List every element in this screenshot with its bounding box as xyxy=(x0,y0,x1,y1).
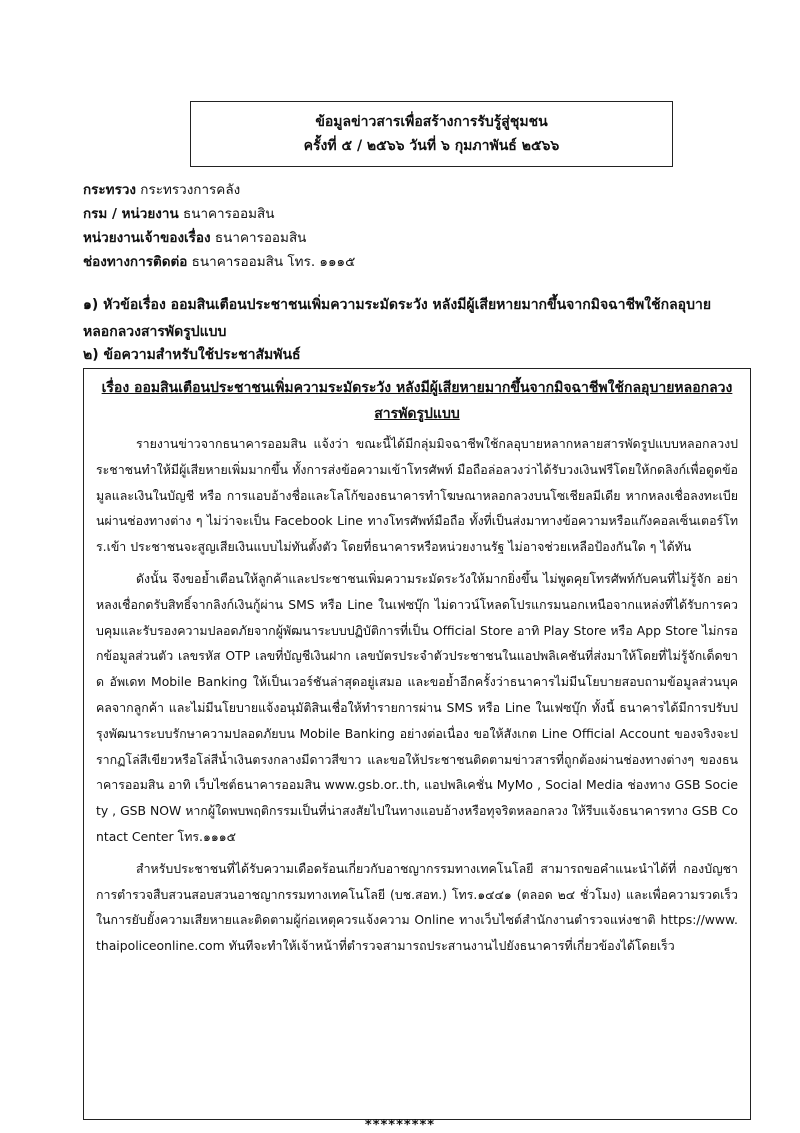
paragraph-1: รายงานข่าวจากธนาคารออมสิน แจ้งว่า ขณะนี้ได้มีกลุ่มมิจฉาชีพใช้กลอุบายหลากหลายสารพัดรูปแบบหลอกลวงประชาชนทำให้มีผู้เสียหายเพิ่มมากขึ้น ทั้งการส่งข้อความเข้าโทรศัพท์ มือถือล่อลวงว่าได้รับวงเงินฟรีโดยให้กดลิงก์เพื่อดูดข้อมูลและเงินในบัญชี หรือ การแอบอ้างชื่อและโลโก้ของธนาคารทำโฆษณาหลอกลวงบนโซเชียลมีเดีย หากหลงเชื่อลงทะเบียนผ่านช่องทางต่าง ๆ ไม่ว่าจะเป็น Facebook Line ทางโทรศัพท์มือถือ ทั้งที่เป็นส่งมาทางข้อความหรือแก๊งคอลเซ็นเตอร์โทร.เข้า ประชาชนจะสูญเสียเงินแบบไม่ทันตั้งตัว โดยที่ธนาคารหรือหน่วยงานรัฐ ไม่อาจช่วยเหลือป้องกันใด ๆ ได้ทัน xyxy=(96,436,738,555)
topic-text: ออมสินเตือนประชาชนเพิ่มความระมัดระวัง หลังมีผู้เสียหายมากขึ้นจากมิจฉาชีพใช้กลอุบายหลอกลวงสารพัดรูปแบบ xyxy=(83,297,712,340)
meta-department xyxy=(83,202,733,226)
ministry-value: กระทรวงการคลัง xyxy=(136,182,241,198)
topic-label: ๑) หัวข้อเรื่อง xyxy=(83,297,166,313)
owner-label: หน่วยงานเจ้าของเรื่อง xyxy=(83,230,211,246)
contact-value: ธนาคารออมสิน โทร. ๑๑๑๕ xyxy=(187,254,356,270)
owner-value: ธนาคารออมสิน xyxy=(210,230,307,246)
department-value: ธนาคารออมสิน xyxy=(178,206,275,222)
press-release-title: เรื่อง ออมสินเตือนประชาชนเพิ่มความระมัดระวัง หลังมีผู้เสียหายมากขึ้นจากมิจฉาชีพใช้กลอุบายหลอกลวงสารพัดรูปแบบ xyxy=(101,380,733,422)
end-mark: ********* xyxy=(364,1118,436,1133)
meta-info xyxy=(83,178,733,274)
meta-owner xyxy=(83,226,733,250)
meta-ministry xyxy=(83,178,733,202)
ministry-label: กระทรวง xyxy=(83,182,136,198)
section2-heading: ๒) ข้อความสำหรับใช้ประชาสัมพันธ์ xyxy=(83,347,301,363)
header-issue-date: ครั้งที่ ๕ / ๒๕๖๖ วันที่ ๖ กุมภาพันธ์ ๒๕๖๖ xyxy=(303,138,560,154)
contact-label: ช่องทางการติดต่อ xyxy=(83,254,188,270)
header-title: ข้อมูลข่าวสารเพื่อสร้างการรับรู้สู่ชุมชน xyxy=(315,114,548,130)
paragraph-2: ดังนั้น จึงขอย้ำเตือนให้ลูกค้าและประชาชนเพิ่มความระมัดระวังให้มากยิ่งขึ้น ไม่พูดคุยโทรศัพท์กับคนที่ไม่รู้จัก อย่าหลงเชื่อกดรับสิทธิ์จากลิงก์เงินกู้ผ่าน SMS หรือ Line ในเฟซบุ๊ก ไม่ดาวน์โหลดโปรแกรมนอกเหนือจากแหล่งที่ได้รับการควบคุมและรับรองความปลอดภัยจากผู้พัฒนาระบบปฏิบัติการที่เป็น Official Store อาทิ Play Store หรือ App Store ไม่กรอกข้อมูลส่วนตัว เลขรหัส OTP เลขที่บัญชีเงินฝาก เลขบัตรประจำตัวประชาชนในแอปพลิเคชันที่ส่งมาให้โดยที่ไม่รู้จักเด็ดขาด อัพเดท Mobile Banking ให้เป็นเวอร์ชันล่าสุดอยู่เสมอ และขอย้ำอีกครั้งว่าธนาคารไม่มีนโยบายสอบถามข้อมูลส่วนบุคคลจากลูกค้า และไม่มีนโยบายแจ้งอนุมัติสินเชื่อให้ทำรายการผ่าน SMS หรือ Line ในเฟซบุ๊ก ทั้งนี้ ธนาคารได้มีการปรับปรุงพัฒนาระบบรักษาความปลอดภัยบน Mobile Banking อย่างต่อเนื่อง ขอให้สังเกต Line Official Account ของจริงจะปรากฏโล่สีเขียวหรือโล่สีน้ำเงินตรงกลางมีดาวสีขาว และขอให้ประชาชนติดตามข่าวสารที่ถูกต้องผ่านช่องทางต่างๆ ของธนาคารออมสิน อาทิ เว็บไซต์ธนาคารออมสิน www.gsb.or..th, แอปพลิเคชั่น MyMo , Social Media ช่องทาง GSB Society , GSB NOW หากผู้ใดพบพฤติกรรมเป็นที่น่าสงสัยไปในทางแอบอ้างหรือทุจริตหลอกลวง ให้รีบแจ้งธนาคารทาง GSB Contact Center โทร.๑๑๑๕ xyxy=(96,570,738,844)
paragraph-3: สำหรับประชาชนที่ได้รับความเดือดร้อนเกี่ยวกับอาชญากรรมทางเทคโนโลยี สามารถขอคำแนะนำได้ที่ กองบัญชาการตำรวจสืบสวนสอบสวนอาชญากรรมทางเทคโนโลยี (บช.สอท.) โทร.๑๔๔๑ (ตลอด ๒๔ ชั่วโมง) และเพื่อความรวดเร็วในการยับยั้งความเสียหายและติดตามผู้ก่อเหตุควรแจ้งความ Online ทางเว็บไซต์สำนักงานตำรวจแห่งชาติ https://www.thaipoliceonline.com ทันทีจะทำให้เจ้าหน้าที่ตำรวจสามารถประสานงานไปยังธนาคารที่เกี่ยวข้องได้โดยเร็ว xyxy=(96,860,738,954)
department-label: กรม / หน่วยงาน xyxy=(83,206,179,222)
topic xyxy=(83,292,743,346)
press-release-box xyxy=(83,368,751,1120)
meta-contact xyxy=(83,250,733,274)
header-box xyxy=(190,101,673,167)
